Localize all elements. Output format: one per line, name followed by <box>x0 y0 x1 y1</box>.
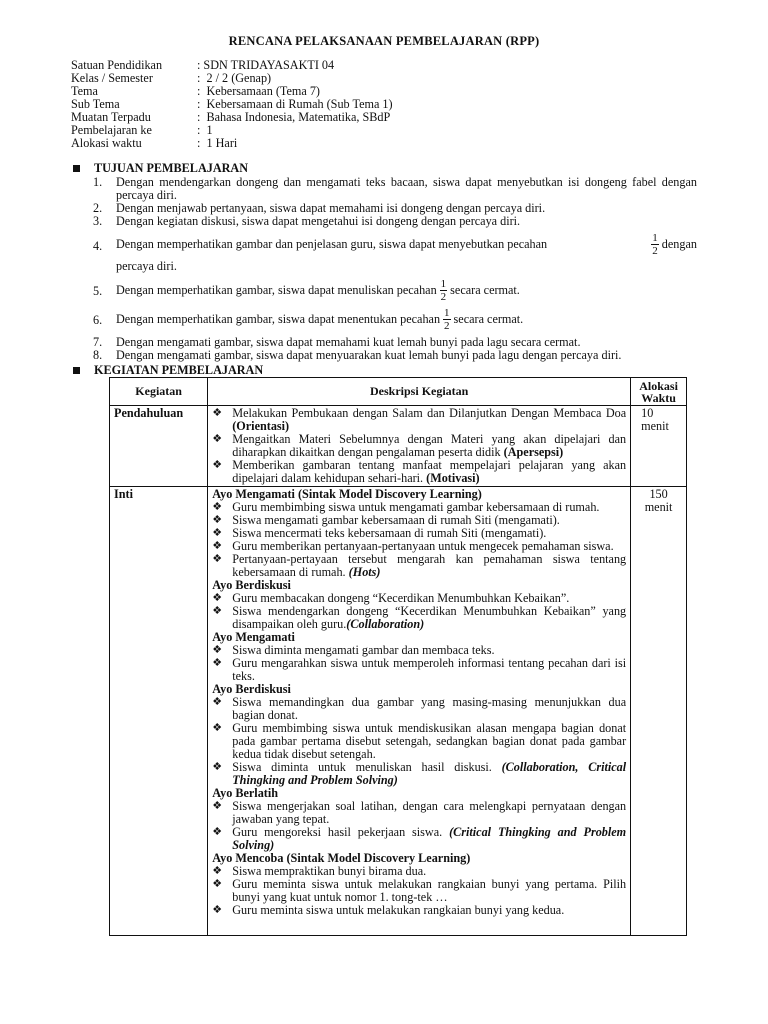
activity-text: Siswa mendengarkan dongeng “Kecerdikan Menumbuhkan Kebaikan” yang disampaikan oleh guru.(Collaboration) <box>232 604 627 631</box>
phase-time: 150 menit <box>631 487 687 936</box>
activity-list <box>212 696 626 787</box>
fraction-denominator: 2 <box>440 291 447 303</box>
goal-text-after-fraction: dengan <box>661 237 697 251</box>
phase-name: Pendahuluan <box>110 406 208 487</box>
identity-value: : 2 / 2 (Genap) <box>197 71 272 85</box>
diamond-bullet-icon: ❖ <box>212 540 223 552</box>
fraction-denominator: 2 <box>652 245 658 257</box>
goal-text: Dengan mengamati gambar, siswa dapat memahami kuat lemah bunyi pada lagu secara cermat. <box>116 335 581 349</box>
goal-text: Dengan mendengarkan dongeng dan mengamati teks bacaan, siswa dapat menyebutkan isi dongeng fabel dengan percaya diri. <box>116 175 697 202</box>
goal-text: Dengan menjawab pertanyaan, siswa dapat memahami isi dongeng dengan percaya diri. <box>116 201 546 215</box>
activity-text: Melakukan Pembukaan dengan Salam dan Dilanjutkan Dengan Membaca Doa (Orientasi) <box>232 406 627 433</box>
activity-text: Guru meminta siswa untuk melakukan rangkaian bunyi yang pertama. Pilih bunyi yang kuat untuk nomor 1. tong-tek … <box>232 877 627 904</box>
activity-text: Memberikan gambaran tentang manfaat mempelajari pelajaran yang akan dipelajari dalam kehidupan sehari-hari. (Motivasi) <box>232 458 627 485</box>
diamond-bullet-icon: ❖ <box>212 722 223 734</box>
activity-text: Guru membimbing siswa untuk mendiskusikan alasan mengapa bagian donat pada gambar pertama disebut setengah, sedangkan bagian donat pada gambar kedua tidak disebut setengah. <box>232 721 627 761</box>
identity-block <box>71 59 393 150</box>
diamond-bullet-icon: ❖ <box>212 644 223 656</box>
activity-text: Siswa mengerjakan soal latihan, dengan cara melengkapi pernyataan dengan jawaban yang tepat. <box>232 799 627 826</box>
list-item <box>212 722 626 761</box>
diamond-bullet-icon: ❖ <box>212 826 223 838</box>
phase-description <box>208 487 631 936</box>
column-header-alokasi: Alokasi Waktu <box>631 378 687 406</box>
diamond-bullet-icon: ❖ <box>212 433 223 445</box>
identity-label: Pembelajaran ke <box>71 123 152 137</box>
goal-item <box>93 176 697 202</box>
phase-name: Inti <box>110 487 208 936</box>
list-item <box>212 605 626 631</box>
subsection-heading: Ayo Berlatih <box>212 786 279 800</box>
table-row-pendahuluan <box>110 406 687 487</box>
activity-text: Guru meminta siswa untuk melakukan rangkaian bunyi yang kedua. <box>232 903 565 917</box>
subsection-heading: Ayo Mencoba (Sintak Model Discovery Learning) <box>212 851 471 865</box>
activity-text: Guru membimbing siswa untuk mengamati gambar kebersamaan di rumah. <box>232 500 600 514</box>
goal-number: 2. <box>93 201 103 215</box>
goal-text <box>116 232 697 273</box>
identity-label: Satuan Pendidikan <box>71 58 163 72</box>
goal-text-before-fraction: Dengan memperhatikan gambar dan penjelasan guru, siswa dapat menyebutkan pecahan <box>116 237 548 251</box>
diamond-bullet-icon: ❖ <box>212 592 223 604</box>
diamond-bullet-icon: ❖ <box>212 800 223 812</box>
identity-value: : Bahasa Indonesia, Matematika, SBdP <box>197 110 391 124</box>
diamond-bullet-icon: ❖ <box>212 501 223 513</box>
activity-list <box>212 644 626 683</box>
goal-item <box>93 307 697 332</box>
fraction-denominator: 2 <box>444 320 450 332</box>
identity-row <box>71 137 393 150</box>
activity-text: Guru memberikan pertanyaan-pertanyaan untuk mengecek pemahaman siswa. <box>232 539 614 553</box>
goal-number: 7. <box>93 335 103 349</box>
goal-item <box>93 232 697 273</box>
diamond-bullet-icon: ❖ <box>212 459 223 471</box>
diamond-bullet-icon: ❖ <box>212 878 223 890</box>
diamond-bullet-icon: ❖ <box>212 865 223 877</box>
fraction-numerator: 1 <box>440 278 447 290</box>
fraction-numerator: 1 <box>652 232 658 244</box>
list-item <box>212 904 626 917</box>
section-heading-tujuan <box>73 162 248 175</box>
goal-number: 4. <box>93 239 103 253</box>
column-header-deskripsi: Deskripsi Kegiatan <box>208 378 631 406</box>
diamond-bullet-icon: ❖ <box>212 696 223 708</box>
activity-text: Siswa diminta mengamati gambar dan membaca teks. <box>232 643 495 657</box>
goal-number: 8. <box>93 348 103 362</box>
fraction-numerator: 1 <box>444 307 450 319</box>
section-heading-text: TUJUAN PEMBELAJARAN <box>94 161 249 175</box>
goal-text: Dengan kegiatan diskusi, siswa dapat mengetahui isi dongeng dengan percaya diri. <box>116 214 521 228</box>
activity-list <box>212 800 626 852</box>
subsection-heading: Ayo Mengamati <box>212 630 295 644</box>
goal-number: 1. <box>93 175 103 189</box>
activity-text: Guru mengarahkan siswa untuk memperoleh informasi tentang pecahan dari isi teks. <box>232 656 627 683</box>
identity-label: Sub Tema <box>71 97 120 111</box>
identity-value: : Kebersamaan (Tema 7) <box>197 84 320 98</box>
list-item <box>212 459 626 485</box>
list-item <box>212 657 626 683</box>
activity-text: Siswa mencermati teks kebersamaan di rumah Siti (mengamati). <box>232 526 547 540</box>
table-row-inti <box>110 487 687 936</box>
goal-text-continued: percaya diri. <box>116 259 177 273</box>
goal-number: 5. <box>93 284 103 298</box>
goal-text-after-fraction: secara cermat. <box>453 312 524 326</box>
goal-number: 3. <box>93 214 103 228</box>
phase-time: 10 menit <box>631 406 687 487</box>
identity-label: Muatan Terpadu <box>71 110 151 124</box>
goal-text <box>116 307 697 332</box>
document-title: RENCANA PELAKSANAAN PEMBELAJARAN (RPP) <box>228 34 540 48</box>
goal-number: 6. <box>93 313 103 327</box>
activity-list <box>212 865 626 917</box>
square-bullet-icon <box>73 367 80 374</box>
subsection-heading: Ayo Berdiskusi <box>212 682 291 696</box>
identity-value: : Kebersamaan di Rumah (Sub Tema 1) <box>197 97 393 111</box>
list-item <box>212 696 626 722</box>
activity-text: Siswa memandingkan dua gambar yang masing-masing menunjukkan dua bagian donat. <box>232 695 627 722</box>
diamond-bullet-icon: ❖ <box>212 761 223 773</box>
activity-text: Pertanyaan-pertayaan tersebut mengarah kan pemahaman siswa tentang kebersamaan di rumah. (Hots) <box>232 552 627 579</box>
goal-text-before-fraction: Dengan memperhatikan gambar, siswa dapat menentukan pecahan <box>116 312 441 326</box>
goal-text <box>116 278 697 303</box>
diamond-bullet-icon: ❖ <box>212 605 223 617</box>
goal-item <box>93 349 697 362</box>
goal-item <box>93 215 697 228</box>
diamond-bullet-icon: ❖ <box>212 514 223 526</box>
activity-text: Guru mengoreksi hasil pekerjaan siswa. (Critical Thingking and Problem Solving) <box>232 825 627 852</box>
goal-text-after-fraction: secara cermat. <box>450 283 520 297</box>
subsection-heading: Ayo Mengamati (Sintak Model Discovery Learning) <box>212 487 482 501</box>
goal-item <box>93 278 697 303</box>
fraction-one-half <box>440 278 448 303</box>
identity-value: : 1 Hari <box>197 136 238 150</box>
list-item <box>212 407 626 433</box>
activity-text: Siswa diminta untuk menuliskan hasil diskusi. (Collaboration, Critical Thingking and Problem Solving) <box>232 760 627 787</box>
goal-text-before-fraction: Dengan memperhatikan gambar, siswa dapat menuliskan pecahan <box>116 283 437 297</box>
goal-text: Dengan mengamati gambar, siswa dapat menyuarakan kuat lemah bunyi pada lagu dengan percaya diri. <box>116 348 622 362</box>
activity-list <box>212 501 626 579</box>
diamond-bullet-icon: ❖ <box>212 553 223 565</box>
fraction-one-half <box>443 307 451 332</box>
identity-value: : 1 <box>197 123 213 137</box>
list-item <box>212 800 626 826</box>
section-heading-text: KEGIATAN PEMBELAJARAN <box>94 363 264 377</box>
identity-label: Alokasi waktu <box>71 136 142 150</box>
list-item <box>212 826 626 852</box>
list-item <box>212 878 626 904</box>
activity-text: Siswa mengamati gambar kebersamaan di rumah Siti (mengamati). <box>232 513 560 527</box>
diamond-bullet-icon: ❖ <box>212 904 223 916</box>
fraction-one-half <box>651 232 659 257</box>
activity-list <box>212 407 626 485</box>
identity-label: Kelas / Semester <box>71 71 153 85</box>
identity-label: Tema <box>71 84 98 98</box>
activity-text: Mengaitkan Materi Sebelumnya dengan Materi yang akan dipelajari dan diharapkan dikaitkan dengan pengalaman peserta didik (Apersepsi) <box>232 432 627 459</box>
identity-value: : SDN TRIDAYASAKTI 04 <box>197 58 335 72</box>
list-item <box>212 553 626 579</box>
section-heading-kegiatan <box>73 364 263 377</box>
activity-list <box>212 592 626 631</box>
activity-text: Siswa mempraktikan bunyi birama dua. <box>232 864 427 878</box>
diamond-bullet-icon: ❖ <box>212 527 223 539</box>
diamond-bullet-icon: ❖ <box>212 657 223 669</box>
table-header-row <box>110 378 687 406</box>
activities-table <box>109 377 687 936</box>
column-header-kegiatan: Kegiatan <box>110 378 208 406</box>
goals-list <box>93 176 697 362</box>
phase-description <box>208 406 631 487</box>
diamond-bullet-icon: ❖ <box>212 407 223 419</box>
list-item <box>212 761 626 787</box>
list-item <box>212 433 626 459</box>
activity-text: Guru membacakan dongeng “Kecerdikan Menumbuhkan Kebaikan”. <box>232 591 570 605</box>
square-bullet-icon <box>73 165 80 172</box>
subsection-heading: Ayo Berdiskusi <box>212 578 291 592</box>
